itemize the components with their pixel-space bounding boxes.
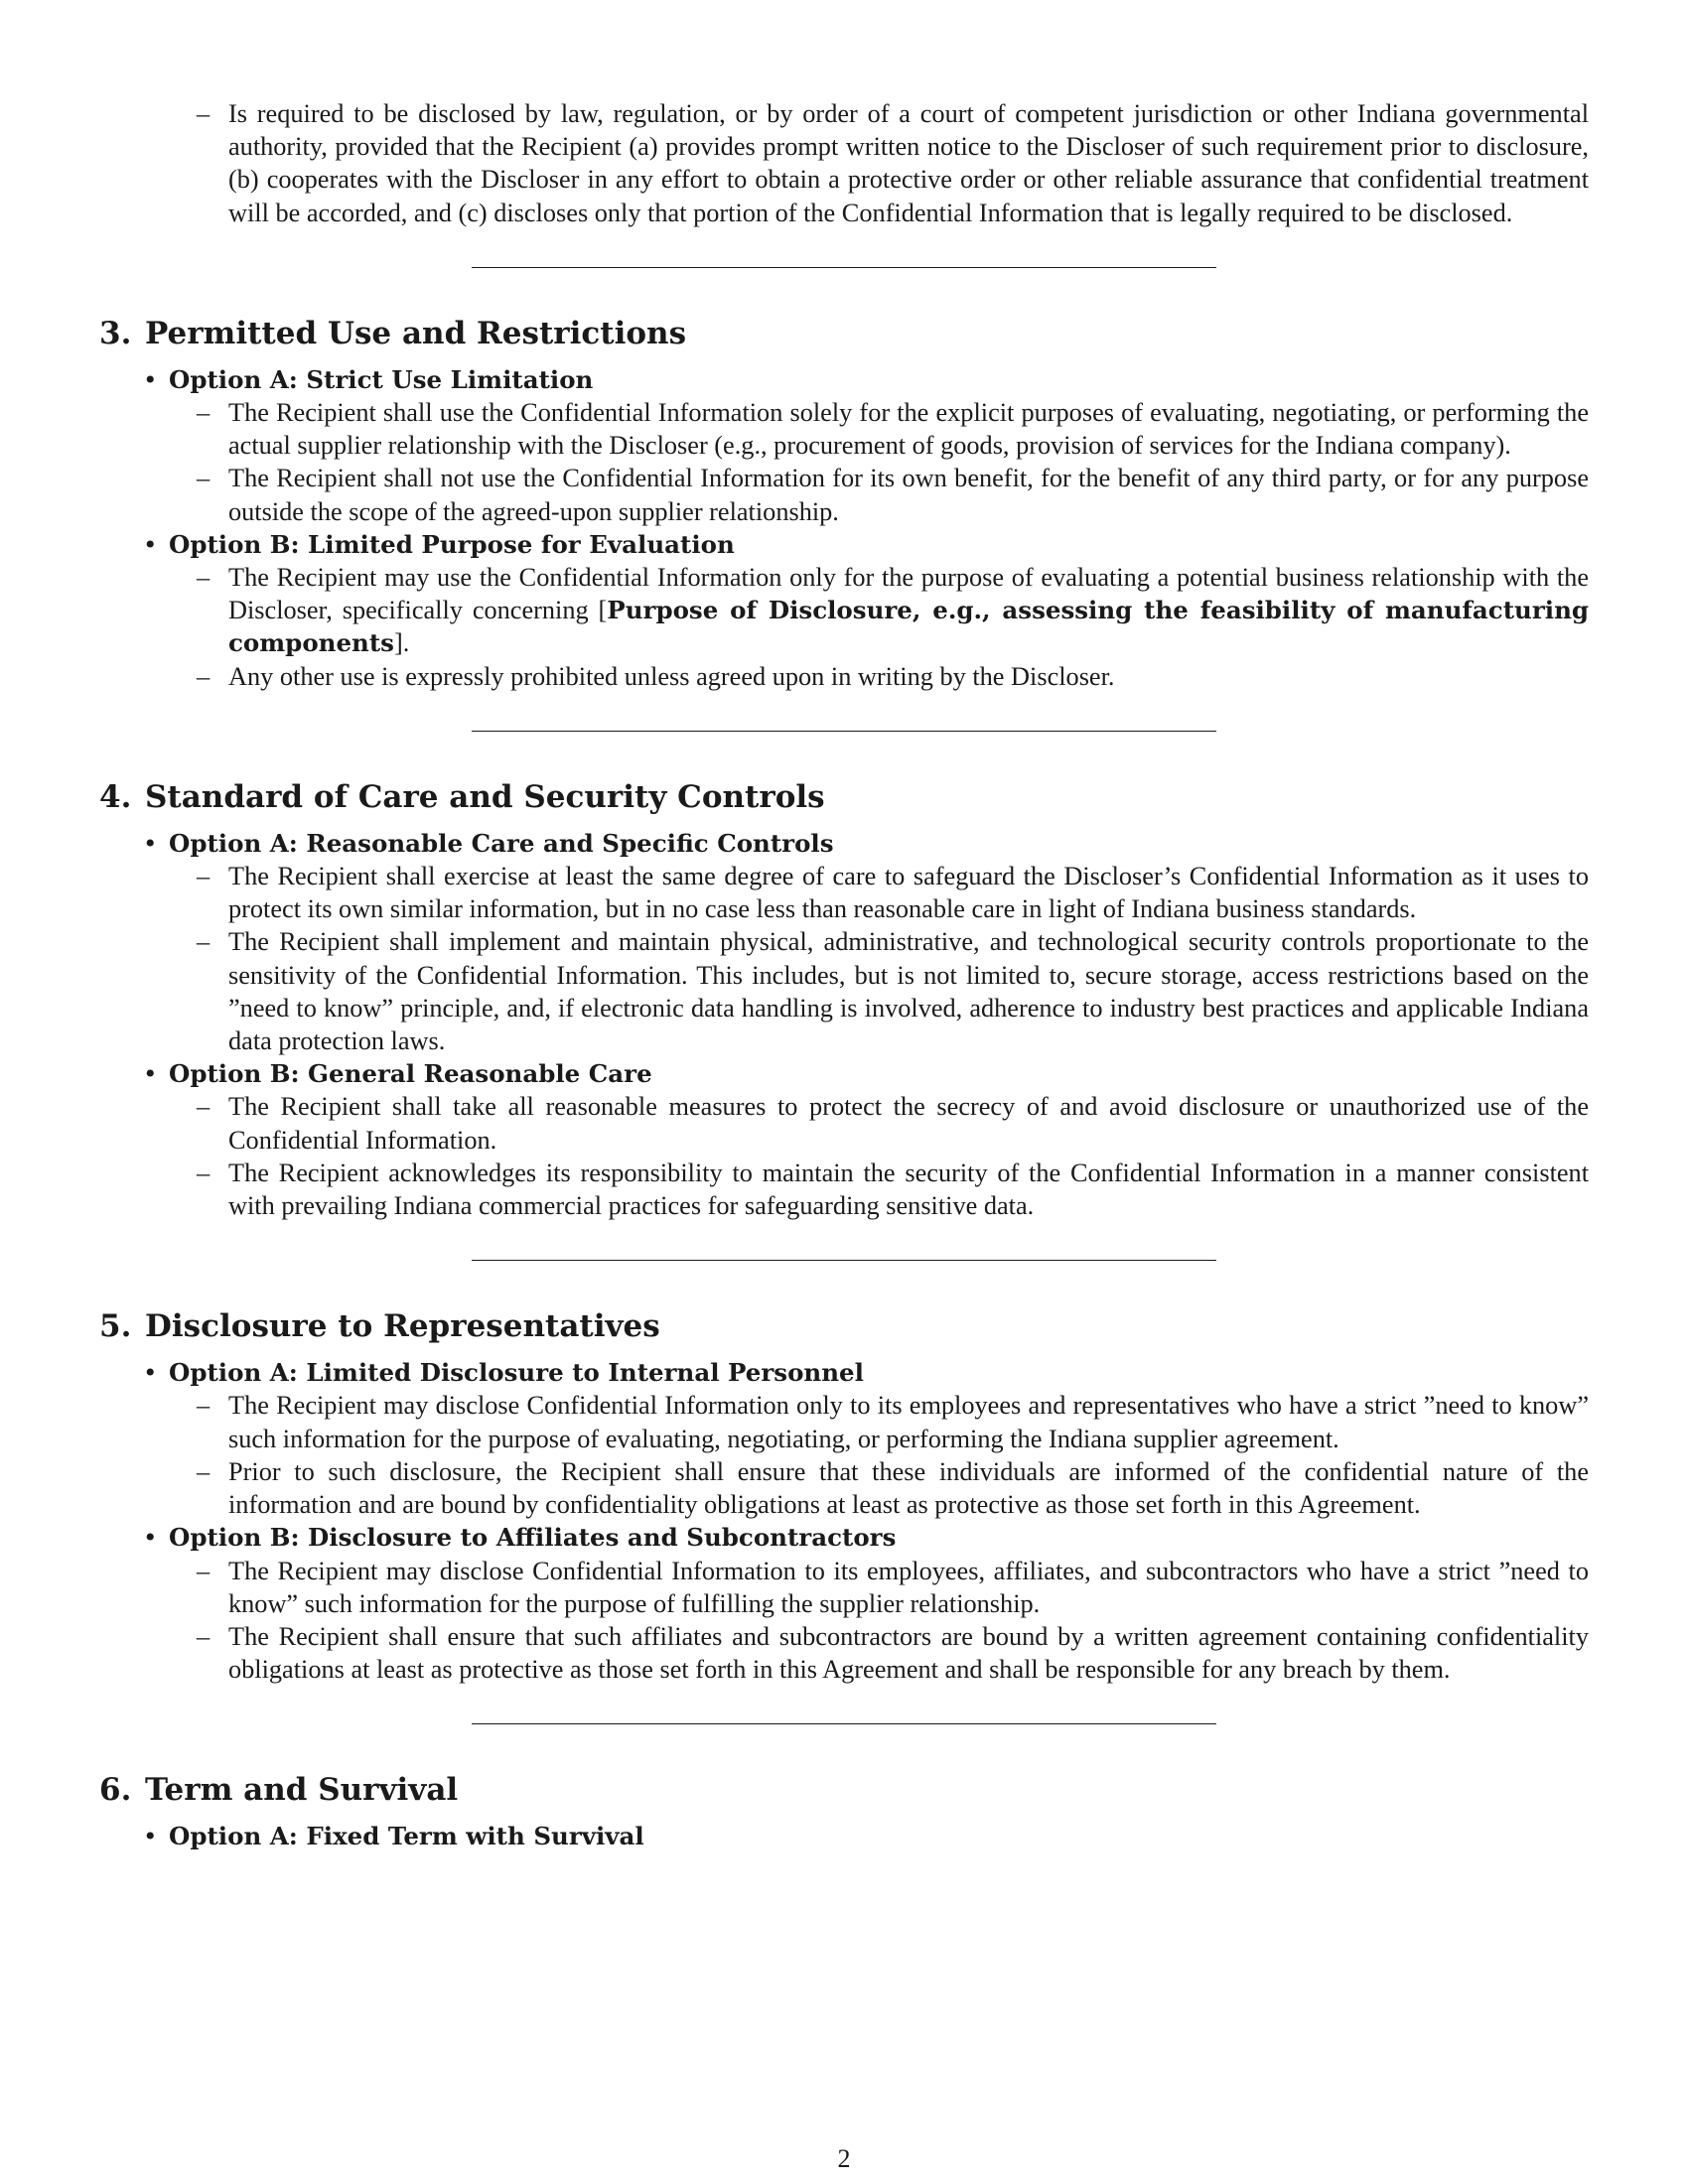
list-item: – The Recipient may disclose Confidential Information to its employees, affiliates, and subcontractors who have a strict ”need to know” such information for the purpose of fulfilling the supplier relationship. [228,1555,1589,1620]
list-item: – Is required to be disclosed by law, regulation, or by order of a court of competent jurisdiction or other Indiana governmental authority, provided that the Recipient (a) provides prompt written notice to the Discloser of such requirement prior to disclosure, (b) cooperates with the Discloser in any effort to obtain a protective order or other reliable assurance that confidential treatment will be accorded, and (c) discloses only that portion of the Confidential Information that is legally required to be disclosed. [228,97,1589,229]
option-label: • Option B: General Reasonable Care [169,1057,1589,1090]
option-label: • Option B: Limited Purpose for Evaluation [169,528,1589,561]
section-divider [472,1260,1216,1261]
section-title: Term and Survival [145,1772,459,1809]
list-item: – Any other use is expressly prohibited unless agreed upon in writing by the Discloser. [228,660,1589,693]
section-divider [472,1723,1216,1724]
section-number: 6. [99,1772,132,1809]
section-heading [99,314,1589,353]
option-label: • Option A: Fixed Term with Survival [169,1820,1589,1852]
section-heading [99,1770,1589,1810]
placeholder-text: Purpose of Disclosure, e.g., assessing the feasibility of manufacturing components [228,596,1590,658]
page-number: 2 [837,2144,851,2173]
section-number: 3. [99,315,132,351]
section-divider [472,267,1216,268]
list-item: – The Recipient acknowledges its responsibility to maintain the security of the Confidential Information in a manner consistent with prevailing Indiana commercial practices for safeguarding sensitive data. [228,1157,1589,1222]
list-item: – The Recipient shall ensure that such affiliates and subcontractors are bound by a written agreement containing confidentiality obligations at least as protective as those set forth in this Agreement and shall be responsible for any breach by them. [228,1620,1589,1686]
item-text: The Recipient may use the Confidential Information only for the purpose of evaluating a potential business relationship with the Discloser, specifically concerning [ [228,563,1589,625]
list-item: – The Recipient may disclose Confidential Information only to its employees and representatives who have a strict ”need to know” such information for the purpose of evaluating, negotiating, or performing the Indiana supplier agreement. [228,1389,1589,1454]
list-item: – The Recipient shall implement and maintain physical, administrative, and technological security controls proportionate to the sensitivity of the Confidential Information. This includes, but is not limited to, secure storage, access restrictions based on the ”need to know” principle, and, if electronic data handling is involved, adherence to industry best practices and applicable Indiana data protection laws. [228,925,1589,1057]
item-text: ]. [393,628,410,658]
section-number: 5. [99,1308,132,1345]
page-content [99,97,1589,1853]
list-item: – The Recipient shall use the Confidential Information solely for the explicit purposes of evaluating, negotiating, or performing the actual supplier relationship with the Discloser (e.g., procurement of goods, provision of services for the Indiana company). [228,396,1589,462]
section-title: Permitted Use and Restrictions [145,315,687,351]
list-item: – The Recipient shall not use the Confidential Information for its own benefit, for the benefit of any third party, or for any purpose outside the scope of the agreed-upon supplier relationship. [228,462,1589,527]
option-label: • Option A: Reasonable Care and Specific Controls [169,827,1589,860]
section-number: 4. [99,778,132,815]
section-divider [472,731,1216,732]
list-item: – The Recipient shall exercise at least the same degree of care to safeguard the Discloser’s Confidential Information as it uses to protect its own similar information, but in no case less than reasonable care in light of Indiana business standards. [228,860,1589,925]
section-title: Standard of Care and Security Controls [145,778,825,815]
option-label: • Option A: Strict Use Limitation [169,363,1589,396]
list-item [228,561,1589,660]
section-title: Disclosure to Representatives [145,1308,660,1345]
section-heading [99,1306,1589,1346]
list-item: – Prior to such disclosure, the Recipient shall ensure that these individuals are informed of the confidential nature of the information and are bound by confidentiality obligations at least as protective as those set forth in this Agreement. [228,1455,1589,1521]
list-item: – The Recipient shall take all reasonable measures to protect the secrecy of and avoid disclosure or unauthorized use of the Confidential Information. [228,1090,1589,1156]
section-heading [99,777,1589,817]
option-label: • Option A: Limited Disclosure to Internal Personnel [169,1356,1589,1389]
option-label: • Option B: Disclosure to Affiliates and Subcontractors [169,1521,1589,1554]
